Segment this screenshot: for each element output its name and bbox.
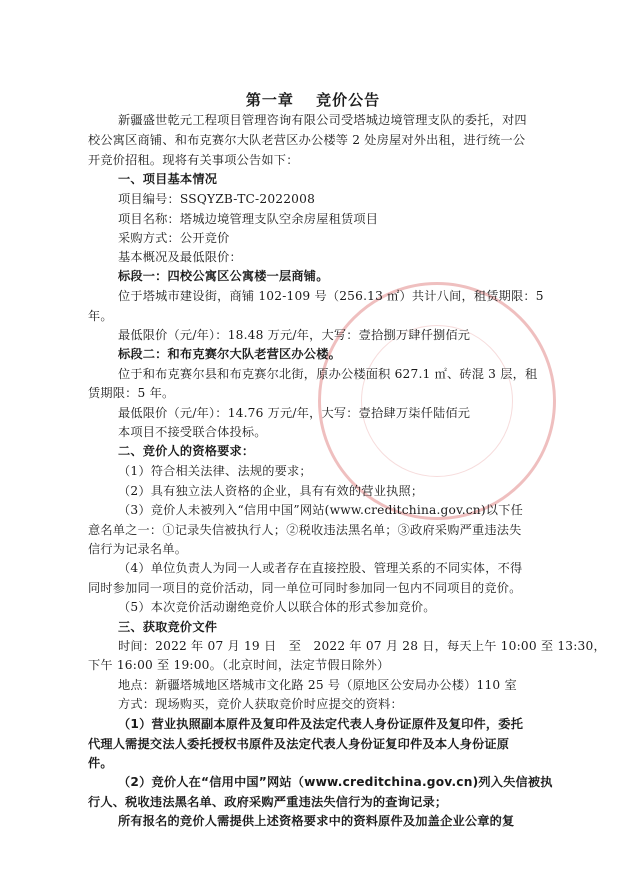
requirement-1: （1）符合相关法律、法规的要求； (118, 464, 312, 478)
intro-line-3: 开竞价招租。现将有关事项公告如下： (88, 153, 299, 167)
acquisition-method: 方式：现场购买，竞价人获取竞价时应提交的资料： (118, 697, 403, 711)
materials-1-cont-2: 件。 (88, 756, 113, 770)
requirement-3-cont-1: 意名单之一：①记录失信被执行人；②税收违法黑名单；③政府采购严重违法失 (88, 523, 522, 537)
requirement-4-cont: 同时参加同一项目的竞价活动，同一单位可同时参加同一包内不同项目的竞价。 (88, 581, 522, 595)
project-number: 项目编号：SSQYZB-TC-2022008 (118, 192, 316, 206)
section-heading-3: 三、获取竞价文件 (118, 620, 218, 634)
project-name: 项目名称：塔城边境管理支队空余房屋租赁项目 (118, 212, 379, 226)
procurement-method: 采购方式：公开竞价 (118, 231, 230, 245)
materials-1: （1）营业执照副本原件及复印件及法定代表人身份证原件及复印件，委托 (118, 717, 524, 731)
lot-2-location: 位于和布克赛尔县和布克赛尔北街，原办公楼面积 627.1 ㎡、砖混 3 层，租 (118, 367, 538, 381)
lot-2-heading: 标段二：和布克赛尔大队老营区办公楼。 (118, 347, 341, 361)
lot-1-location-cont: 年。 (88, 309, 113, 323)
lot-1-heading: 标段一：四校公寓区公寓楼一层商铺。 (118, 269, 329, 283)
chapter-title: 第一章 竞价公告 (245, 91, 381, 109)
materials-2: （2）竞价人在“信用中国”网站（www.creditchina.gov.cn)列入失信被执 (118, 775, 553, 789)
overview-label: 基本概况及最低限价： (118, 250, 242, 264)
requirement-3: （3）竞价人未被列入“信用中国”网站(www.creditchina.gov.cn)以下任 (118, 503, 523, 517)
intro-line-2: 校公寓区商铺、和布克赛尔大队老营区办公楼等 2 处房屋对外出租，进行统一公 (88, 133, 526, 147)
intro-line-1: 新疆盛世乾元工程项目管理咨询有限公司受塔城边境管理支队的委托，对四 (118, 113, 527, 127)
acquisition-time: 时间：2022 年 07 月 19 日 至 2022 年 07 月 28 日，每天上午 10:00 至 13:30， (118, 639, 606, 653)
materials-2-cont: 行人、税收违法黑名单、政府采购严重违法失信行为的查询记录； (88, 795, 448, 809)
no-consortium-note: 本项目不接受联合体投标。 (118, 425, 267, 439)
lot-2-location-cont: 赁期限：5 年。 (88, 386, 175, 400)
materials-1-cont-1: 代理人需提交法人委托授权书原件及法定代表人身份证复印件及本人身份证原 (88, 737, 510, 751)
requirement-4: （4）单位负责人为同一人或者存在直接控股、管理关系的不同实体，不得 (118, 561, 523, 575)
lot-2-min-price: 最低限价（元/年）：14.76 万元/年，大写：壹拾肆万柒仟陆佰元 (118, 406, 471, 420)
section-heading-1: 一、项目基本情况 (118, 172, 218, 186)
materials-note: 所有报名的竞价人需提供上述资格要求中的资料原件及加盖企业公章的复 (118, 814, 515, 828)
lot-1-min-price: 最低限价（元/年）：18.48 万元/年，大写：壹拾捌万肆仟捌佰元 (118, 328, 471, 342)
section-heading-2: 二、竞价人的资格要求： (118, 444, 255, 458)
acquisition-location: 地点：新疆塔城地区塔城市文化路 25 号（原地区公安局办公楼）110 室 (118, 678, 517, 692)
requirement-2: （2）具有独立法人资格的企业，具有有效的营业执照； (118, 484, 424, 498)
lot-1-location: 位于塔城市建设街，商铺 102-109 号（256.13 ㎡）共计八间，租赁期限：5 (118, 289, 544, 303)
requirement-3-cont-2: 信行为记录名单。 (88, 542, 188, 556)
acquisition-time-cont: 下午 16:00 至 19:00。（北京时间，法定节假日除外） (88, 658, 390, 672)
requirement-5: （5）本次竞价活动谢绝竞价人以联合体的形式参加竞价。 (118, 600, 436, 614)
